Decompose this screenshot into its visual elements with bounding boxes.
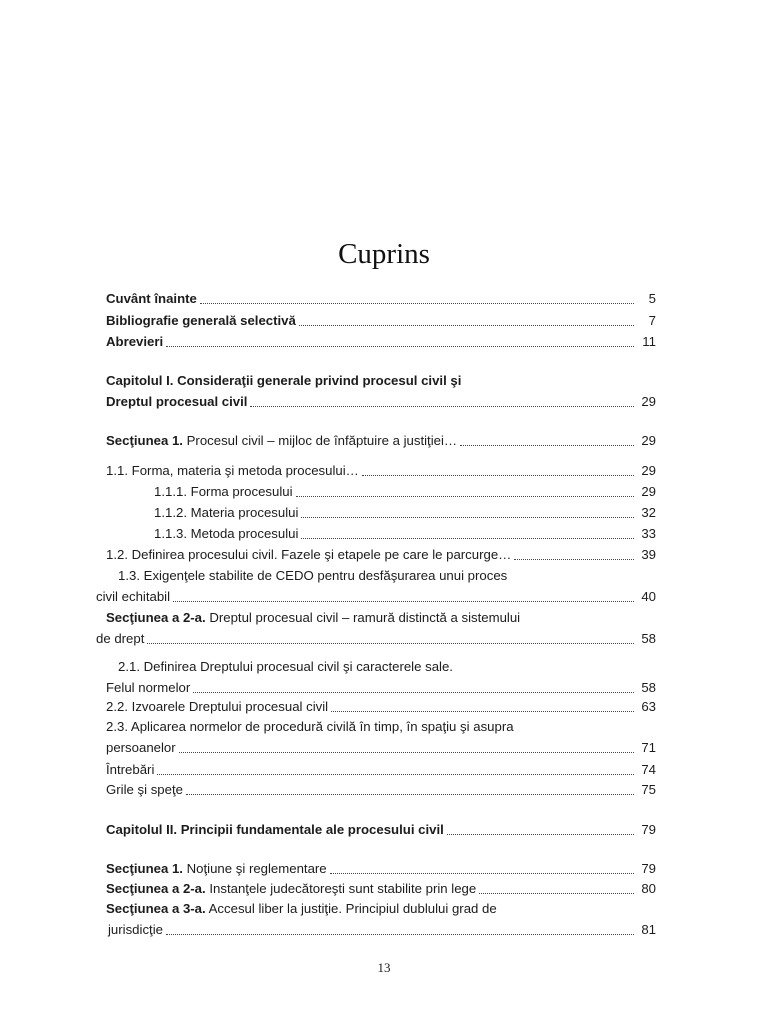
toc-entry-label: Dreptul procesual civil bbox=[106, 394, 248, 409]
toc-entry-label: 1.1.3. Metoda procesului bbox=[154, 526, 299, 541]
toc-page-number: 79 bbox=[641, 822, 656, 837]
toc-entry-label: Cuvânt înainte bbox=[106, 291, 197, 306]
toc-entry-label: jurisdicţie bbox=[108, 922, 163, 937]
toc-entry[interactable] bbox=[106, 545, 656, 565]
dot-leader bbox=[330, 873, 634, 874]
dot-leader bbox=[460, 445, 634, 446]
dot-leader bbox=[200, 303, 634, 304]
dot-leader bbox=[147, 643, 634, 644]
toc-entry[interactable] bbox=[96, 629, 656, 649]
toc-entry[interactable] bbox=[106, 738, 656, 758]
toc-entry-label: Secţiunea a 2-a. Dreptul procesual civil – ramură distinctă a sistemului bbox=[106, 610, 521, 625]
toc-entry-label: 1.1.2. Materia procesului bbox=[154, 505, 299, 520]
toc-entry[interactable] bbox=[106, 678, 656, 698]
toc-page-number: 75 bbox=[641, 782, 656, 797]
toc-page-number: 5 bbox=[648, 291, 656, 306]
toc-entry[interactable] bbox=[154, 524, 656, 544]
toc-entry[interactable] bbox=[106, 461, 656, 481]
toc-entry-label: Grile şi speţe bbox=[106, 782, 183, 797]
toc-page-number: 29 bbox=[641, 394, 656, 409]
toc-entry-label: Abrevieri bbox=[106, 334, 164, 349]
toc-entry[interactable] bbox=[118, 566, 656, 586]
dot-leader bbox=[166, 934, 634, 935]
toc-entry[interactable] bbox=[106, 608, 656, 628]
toc-page-number: 74 bbox=[641, 762, 656, 777]
page-title: Cuprins bbox=[338, 238, 430, 270]
toc-page-number: 29 bbox=[641, 463, 656, 478]
toc-entry-label: 1.3. Exigenţele stabilite de CEDO pentru desfăşurarea unui proces bbox=[118, 568, 508, 583]
dot-leader bbox=[299, 325, 634, 326]
toc-entry[interactable] bbox=[106, 392, 656, 412]
toc-page-number: 32 bbox=[641, 505, 656, 520]
toc-entry-label: Capitolul I. Consideraţii generale privind procesul civil şi bbox=[106, 373, 462, 388]
toc-page-number: 63 bbox=[641, 699, 656, 714]
dot-leader bbox=[296, 496, 634, 497]
toc-entry-label: Capitolul II. Principii fundamentale ale procesului civil bbox=[106, 822, 444, 837]
toc-entry[interactable] bbox=[106, 760, 656, 780]
toc-entry-label: 1.1.1. Forma procesului bbox=[154, 484, 293, 499]
toc-entry[interactable] bbox=[106, 899, 656, 919]
dot-leader bbox=[301, 517, 634, 518]
toc-page-number: 11 bbox=[642, 334, 656, 349]
page-number: 13 bbox=[377, 960, 391, 975]
toc-page-number: 81 bbox=[641, 922, 656, 937]
dot-leader bbox=[301, 538, 634, 539]
toc-entry[interactable] bbox=[106, 879, 656, 899]
toc-entry[interactable] bbox=[106, 859, 656, 879]
toc-entry[interactable] bbox=[154, 503, 656, 523]
toc-entry-label: Întrebări bbox=[106, 762, 155, 777]
dot-leader bbox=[186, 794, 634, 795]
dot-leader bbox=[479, 893, 634, 894]
toc-entry[interactable] bbox=[106, 717, 656, 737]
toc-page-number: 79 bbox=[641, 861, 656, 876]
toc-entry-label: Felul normelor bbox=[106, 680, 191, 695]
toc-entry[interactable] bbox=[106, 332, 656, 352]
toc-page-number: 58 bbox=[641, 680, 656, 695]
toc-page-number: 58 bbox=[641, 631, 656, 646]
toc-entry-label: civil echitabil bbox=[96, 589, 171, 604]
toc-entry-label: 2.2. Izvoarele Dreptului procesual civil bbox=[106, 699, 329, 714]
toc-entry[interactable] bbox=[106, 697, 656, 717]
toc-page-number: 80 bbox=[641, 881, 656, 896]
dot-leader bbox=[193, 692, 634, 693]
toc-page-number: 29 bbox=[641, 484, 656, 499]
toc-entry[interactable] bbox=[96, 587, 656, 607]
toc-page-number: 39 bbox=[641, 547, 656, 562]
toc-chapter-heading[interactable] bbox=[106, 371, 656, 391]
dot-leader bbox=[514, 559, 634, 560]
toc-chapter-heading[interactable] bbox=[106, 820, 656, 840]
dot-leader bbox=[173, 601, 634, 602]
toc-entry-label: 2.3. Aplicarea normelor de procedură civilă în timp, în spaţiu şi asupra bbox=[106, 719, 514, 734]
toc-entry[interactable] bbox=[154, 482, 656, 502]
dot-leader bbox=[179, 752, 634, 753]
dot-leader bbox=[447, 834, 634, 835]
toc-entry[interactable] bbox=[108, 920, 656, 940]
dot-leader bbox=[362, 475, 634, 476]
toc-entry-label: de drept bbox=[96, 631, 145, 646]
toc-entry[interactable] bbox=[106, 431, 656, 451]
toc-page-number: 29 bbox=[641, 433, 656, 448]
toc-entry-label: 1.2. Definirea procesului civil. Fazele şi etapele pe care le parcurge… bbox=[106, 547, 512, 562]
dot-leader bbox=[331, 711, 634, 712]
toc-page-number: 33 bbox=[641, 526, 656, 541]
toc-entry-label: Secţiunea 1. Procesul civil – mijloc de înfăptuire a justiţiei… bbox=[106, 433, 458, 448]
dot-leader bbox=[166, 346, 634, 347]
toc-entry-label: 2.1. Definirea Dreptului procesual civil şi caracterele sale. bbox=[118, 659, 453, 674]
toc-entry-label: Secţiunea a 2-a. Instanţele judecătoreşti sunt stabilite prin lege bbox=[106, 881, 477, 896]
toc-page-number: 7 bbox=[648, 313, 656, 328]
toc-page-number: 71 bbox=[641, 740, 656, 755]
toc-entry-label: Secţiunea 1. Noţiune şi reglementare bbox=[106, 861, 327, 876]
toc-entry-label: 1.1. Forma, materia şi metoda procesului… bbox=[106, 463, 359, 478]
toc-entry[interactable] bbox=[106, 780, 656, 800]
toc-page-number: 40 bbox=[641, 589, 656, 604]
dot-leader bbox=[250, 406, 634, 407]
toc-entry-label: persoanelor bbox=[106, 740, 176, 755]
toc-entry[interactable] bbox=[106, 289, 656, 309]
toc-entry[interactable] bbox=[118, 657, 656, 677]
toc-entry-label: Bibliografie generală selectivă bbox=[106, 313, 296, 328]
toc-entry[interactable] bbox=[106, 311, 656, 331]
toc-entry-label: Secţiunea a 3-a. Accesul liber la justiţie. Principiul dublului grad de bbox=[106, 901, 497, 916]
dot-leader bbox=[157, 774, 634, 775]
